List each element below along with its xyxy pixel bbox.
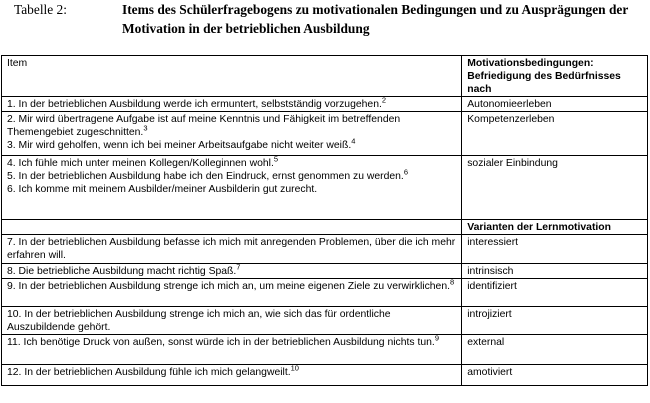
subheader-row (2, 220, 648, 235)
category-cell: Kompetenzerleben (462, 112, 648, 156)
item-cell: 12. In der betrieblichen Ausbildung fühle ich mich gelangweilt.$^{10}$ (2, 365, 462, 386)
footnote-marker: 8 (450, 277, 455, 287)
footnote-marker: 4 (351, 136, 356, 146)
table-row (2, 264, 648, 279)
item-text: 4. Ich fühle mich unter meinen Kollegen/Kolleginnen wohl.$^5$ (7, 154, 279, 169)
table-row (2, 279, 648, 307)
item-cell: 7. In der betrieblichen Ausbildung befasse ich mich mit anregenden Problemen, über die ich mehr erfahren will. (2, 235, 462, 264)
item-text: 3. Mir wird geholfen, wenn ich bei meiner Arbeitsaufgabe nicht weiter weiß.$^4$ (7, 136, 356, 151)
category-cell: introjiziert (462, 307, 648, 335)
table-row (2, 156, 648, 220)
caption-title: Items des Schülerfragebogens zu motivationalen Bedingungen und zu Ausprägungen der Motivation in der betrieblichen Ausbildung (122, 2, 629, 36)
footnote-marker: 5 (273, 154, 279, 164)
category-cell: sozialer Einbindung (462, 156, 648, 220)
footnote-marker: 10 (290, 363, 299, 373)
footnote-marker: 3 (143, 123, 148, 133)
item-cell: 11. Ich benötige Druck von außen, sonst würde ich in der betrieblichen Ausbildung nichts tun.$^9$ (2, 335, 462, 365)
footnote-marker: 6 (403, 167, 408, 177)
caption-label: Tabelle 2: (14, 2, 67, 17)
item-cell: 8. Die betriebliche Ausbildung macht richtig Spaß.$^7$ (2, 264, 462, 279)
category-cell: intrinsisch (462, 264, 648, 279)
questionnaire-table (1, 55, 648, 402)
item-text: 2. Mir wird übertragene Aufgabe ist auf meine Kenntnis und Fähigkeit im betreffenden Themengebiet zugeschnitten.$^3$ (7, 114, 401, 138)
table-row (2, 307, 648, 335)
item-text: 5. In der betrieblichen Ausbildung habe ich den Eindruck, ernst genommen zu werden.$^6$ (7, 167, 408, 182)
header-conditions: Motivationsbedingungen: Befriedigung des Bedürfnisses nach (462, 56, 648, 97)
table-row (2, 112, 648, 156)
category-cell: amotiviert (462, 365, 648, 386)
category-cell: interessiert (462, 235, 648, 264)
header-item: Item (2, 56, 462, 97)
item-cell (2, 112, 462, 156)
item-text: 1. In der betrieblichen Ausbildung werde ich ermuntert, selbstständig vorzugehen.$^2$ (7, 95, 387, 110)
subheader-empty-cell (2, 220, 462, 235)
item-text: 6. Ich komme mit meinem Ausbilder/meiner Ausbilderin gut zurecht. (7, 184, 318, 195)
footnote-marker: 7 (236, 262, 241, 272)
category-cell: external (462, 335, 648, 365)
category-cell: identifiziert (462, 279, 648, 307)
footnote-marker: 9 (434, 333, 439, 343)
item-cell: 9. In der betrieblichen Ausbildung strenge ich mich an, um meine eigenen Ziele zu verwirklichen.$^8$ (2, 279, 462, 307)
subheader-motivation: Varianten der Lernmotivation (462, 220, 648, 235)
table-row (2, 97, 648, 112)
category-cell: Autonomieerleben (462, 97, 648, 112)
table-row (2, 235, 648, 264)
item-cell (2, 97, 462, 112)
table-row (2, 365, 648, 386)
table-header-row (2, 56, 648, 97)
item-cell (2, 156, 462, 220)
item-cell: 10. In der betrieblichen Ausbildung strenge ich mich an, wie sich das für ordentliche Auszubildende gehört. (2, 307, 462, 335)
footnote-marker: 2 (381, 95, 387, 105)
table-row (2, 335, 648, 365)
